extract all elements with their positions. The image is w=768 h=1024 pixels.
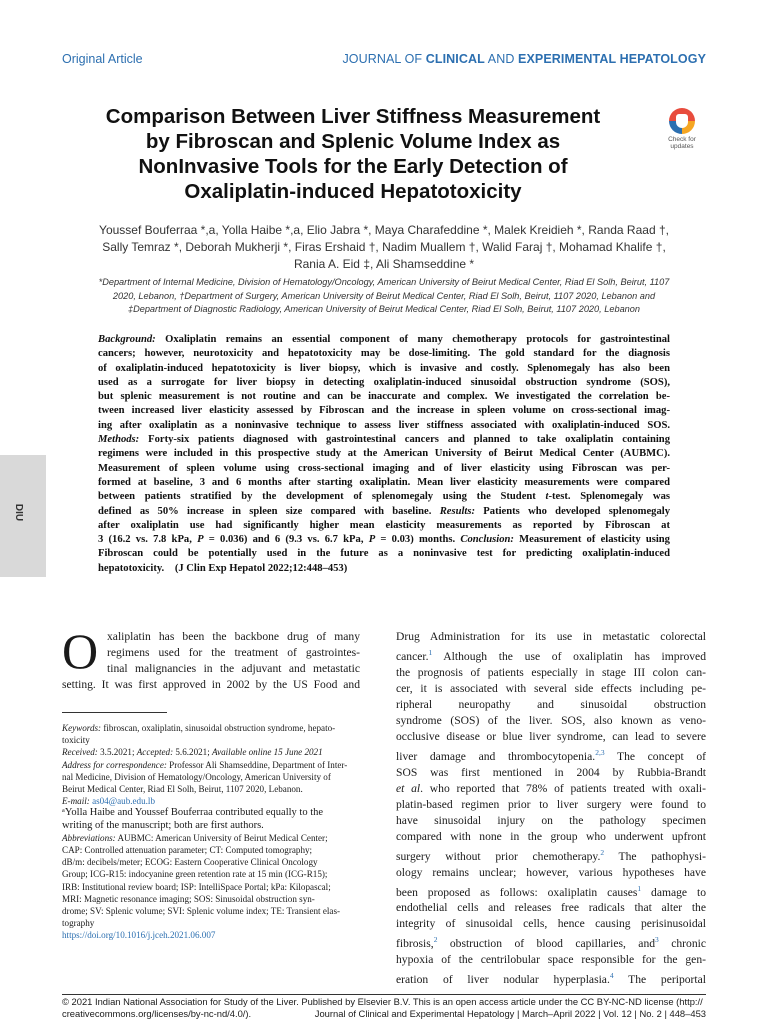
abstract-line: Measurement of spleen volume using cross-sectional imaging and of liver elasticity using Fibroscan was per- [98,462,670,474]
body-line: Drug Administration for its use in metastatic colorectal [396,630,706,643]
title-line: NonInvasive Tools for the Early Detection of [138,155,568,178]
body-line: setting. It was first approved in 2002 by the US Food and [62,678,360,691]
check-for-updates-label: Check for updates [668,136,696,150]
body-line: syndrome (SOS) of the liver. SOS, also known as veno- [396,713,706,727]
citation-link[interactable]: 3 [655,935,659,945]
body-line: xaliplatin has been the backbone drug of many [107,630,360,643]
abstract-line: Methods: Forty-six patients diagnosed with gastrointestinal cancers and planned to take oxaliplatin containing [98,434,670,446]
check-for-updates-button[interactable] [660,108,704,154]
citation-link[interactable]: 2 [600,847,605,857]
body-line: surgery without prior chemotherapy.$^2$ The pathophysi- [396,847,706,863]
body-line: cancer.$^1$ Although the use of oxaliplatin has improved [396,648,706,663]
intro-right-column [396,629,706,988]
author-line: Youssef Bouferraa *,a, Yolla Haibe *,a, Elio Jabra *, Maya Charafeddine *, Malek Kreidieh *, Randa Raad †, [99,223,669,237]
body-line: tinal malignancies in the adjuvant and metastatic [107,662,360,675]
citation-line [62,1008,706,1020]
body-line: integrity of sinusoidal cells, hence causing perisinusoidal [396,917,706,931]
abstract-line: formed at baseline, 3 and 6 months after starting oxaliplatin. Mean liver elasticity measurements were compared [98,476,670,488]
abbreviations-line: dB/m: decibels/meter; ECOG: Eastern Cooperative Clinical Oncology [62,857,318,868]
abstract-line: defined as 50% increase in spleen size compared with baseline. Results: Patients who developed splenomegaly [98,505,670,517]
abbreviations: Abbreviations: AUBMC: American University of Beirut Medical Center; [62,832,328,843]
abstract-line: of oxaliplatin-induced hepatotoxicity is liver biopsy, which is invasive and costly. Splenomegaly has also been [98,362,670,374]
doi-link[interactable]: https://doi.org/10.1016/j.jceh.2021.06.007 [62,930,216,941]
abbreviations-line: CAP: Controlled attenuation parameter; CT: Computed tomography; [62,845,313,856]
keywords-cont: toxicity [62,735,90,746]
author-line: Sally Temraz *, Deborah Mukherji *, Firas Ershaid †, Nadim Muallem †, Walid Faraj †, Mohamad Khalife †, [102,240,666,254]
body-line: ripheral neuropathy and sinusoidal obstruction [396,697,706,711]
dropcap: O [62,623,99,679]
abstract-line: between patients stratified by the development of splenomegaly using the Student t-test. Splenomegaly was [98,491,670,503]
body-line: fibrosis,$^2$ obstruction of blood capillaries, and$^3$ chronic [396,935,706,951]
abstract-line: Background: Oxaliplatin remains an essential component of many chemotherapy protocols for gastrointestinal [98,334,670,345]
journal-name: JOURNAL OF CLINICAL AND EXPERIMENTAL HEPATOLOGY [342,52,706,66]
side-tab-label: DIU [13,503,25,522]
body-line: et al. who reported that 78% of patients treated with oxali- [396,781,706,795]
body-line: cer, it is associated with several side effects including pe- [396,681,706,695]
running-header [62,52,706,70]
title-line: by Fibroscan and Splenic Volume Index as [145,130,561,153]
journal-citation: Journal of Clinical and Experimental Hepatology | March–April 2022 | Vol. 12 | No. 2 | 448–453 [314,1007,706,1019]
email-link[interactable]: as04@aub.edu.lb [92,796,155,807]
body-line: eration of liver nodular hyperplasia.$^4$ The periportal [396,971,706,987]
title-line: Oxaliplatin-induced Hepatotoxicity [184,180,522,203]
footnotes [62,722,360,942]
abstract-line: hepatotoxicity. (J Clin Exp Hepatol 2022;12:448–453) [98,562,348,574]
citation-link[interactable]: 2,3 [595,747,605,757]
check-for-updates-icon [669,108,695,134]
license-url[interactable]: creativecommons.org/licenses/by-nc-nd/4.0/). [62,1007,252,1019]
page-footer [62,996,706,1019]
body-line: ology remains unclear; however, various hypotheses have [396,865,706,879]
affiliation-line: 2020, Lebanon, †Department of Surgery, American University of Beirut Medical Center, Riad El Solh, Beirut, 1107 2020, Lebanon and [112,290,656,301]
body-line: regimens used for the treatment of gastrointes- [107,646,360,659]
abbreviations-line: drome; SV: Splenic volume; SVI: Splenic volume index; TE: Transient elas- [62,906,341,917]
intro-left-column [62,623,360,693]
abstract-line: tween increased liver elasticity assessed by Fibroscan and the increase in spleen volume on cross-sectional imag- [98,405,670,417]
author-list [62,222,706,273]
contribution-note: ᵃYolla Haibe and Youssef Bouferraa contributed equally to the [62,807,324,819]
citation-link[interactable]: 4 [609,971,614,981]
body-line: endothelial cells and releases free radicals that alter the [396,901,706,915]
abstract-line: regimens were included in this prospective study at the American University of Beirut Medical Center (AUBMC). [98,448,670,460]
keywords: Keywords: fibroscan, oxaliplatin, sinusoidal obstruction syndrome, hepato- [62,723,336,733]
body-line: platin-based regimen prior to liver surgery were found to [396,797,706,811]
affiliations [62,276,706,317]
abstract-line: Fibroscan could be potentially used in the future as a noninvasive test for predicting oxaliplatin-induced [98,548,670,560]
contribution-note: writing of the manuscript; both are first authors. [62,819,264,831]
correspondence-line: nal Medicine, Division of Hematology/Oncology, American University of [62,771,331,782]
abbreviations-line: IRB: Institutional review board; ISP: IntelliSpace Portal; kPa: Kilopascal; [62,881,331,892]
footnote-divider [62,712,167,713]
body-line: compared with none in the group who underwent upfront [396,829,706,843]
abstract [98,333,670,576]
license-line: © 2021 Indian National Association for Study of the Liver. Published by Elsevier B.V. This is an open access article under the CC BY-NC-ND license (http:// [62,996,703,1007]
abbreviations-line: tography [62,918,95,929]
citation-link[interactable]: 1 [637,883,642,893]
dates: Received: 3.5.2021; Accepted: 5.6.2021; Available online 15 June 2021 [62,747,323,758]
abstract-line: used as a surrogate for liver biopsy in detecting oxaliplatin-induced sinusoidal obstruction syndrome (SOS), [98,376,670,388]
article-title [62,104,644,204]
citation-link[interactable]: 1 [428,648,433,657]
correspondence: Address for correspondence: Professor Ali Shamseddine, Department of Inter- [62,759,348,770]
body-line: the prognosis of patients especially in stage III colon can- [396,665,706,679]
abstract-line: after oxaliplatin use had significantly higher mean elasticity measurements as reported by Fibroscan at [98,519,670,531]
abbreviations-line: Group; ICG-R15: indocyanine green retention rate at 15 min (ICG-R15); [62,869,328,880]
body-line: have sinusoidal injury on the pathology specimen [396,813,706,827]
abstract-line: but splenic measurement is not routine and can be inaccurate and complex. We investigated the correlation be- [98,391,670,403]
abstract-line: cancers; however, neurotoxicity and hepatotoxicity may be dose-limiting. The gold standard for the diagnosis [98,348,670,360]
article-type-label: Original Article [62,52,143,66]
body-line: been proposed as follows: oxaliplatin causes$^1$ damage to [396,883,706,899]
email-line: E-mail: as04@aub.edu.lb [62,796,155,807]
abstract-line: ing after oxaliplatin as a noninvasive technique to assess liver stiffness associated with oxaliplatin-induced SOS. [98,419,670,431]
footer-divider [62,994,706,995]
citation-link[interactable]: 2 [433,935,438,945]
title-line: Comparison Between Liver Stiffness Measurement [105,105,601,128]
side-tab [0,455,46,577]
affiliation-line: *Department of Internal Medicine, Division of Hematology/Oncology, American University of Beirut Medical Center, Riad El Solh, Beirut, 1107 [98,277,670,287]
body-line: liver damage and thrombocytopenia.$^{2,3}$ The concept of [396,747,707,763]
correspondence-line: Beirut Medical Center, Riad El Solh, Beirut, 1107 2020, Lebanon. [62,784,303,795]
body-line: SOS was first mentioned in 2004 by Rubbia-Brandt [396,765,706,779]
affiliation-line: ‡Department of Diagnostic Radiology, American University of Beirut Medical Center, Riad El Solh, Beirut, 1107 2020, Lebanon [127,304,641,314]
abstract-line: 3 (16.2 vs. 7.8 kPa, P = 0.036) and 6 (9.3 vs. 6.7 kPa, P = 0.03) months. Conclusion: Measurement of elasticity using [98,534,670,546]
body-line: hypoxia of the centrilobular space responsible for the gen- [396,953,706,967]
author-line: Rania A. Eid ‡, Ali Shamseddine * [293,257,475,271]
body-line: occlusive disease or blue liver syndrome, can lead to severe [396,729,706,743]
abbreviations-line: MRI: Magnetic resonance imaging; SOS: Sinusoidal obstruction syn- [62,893,315,904]
